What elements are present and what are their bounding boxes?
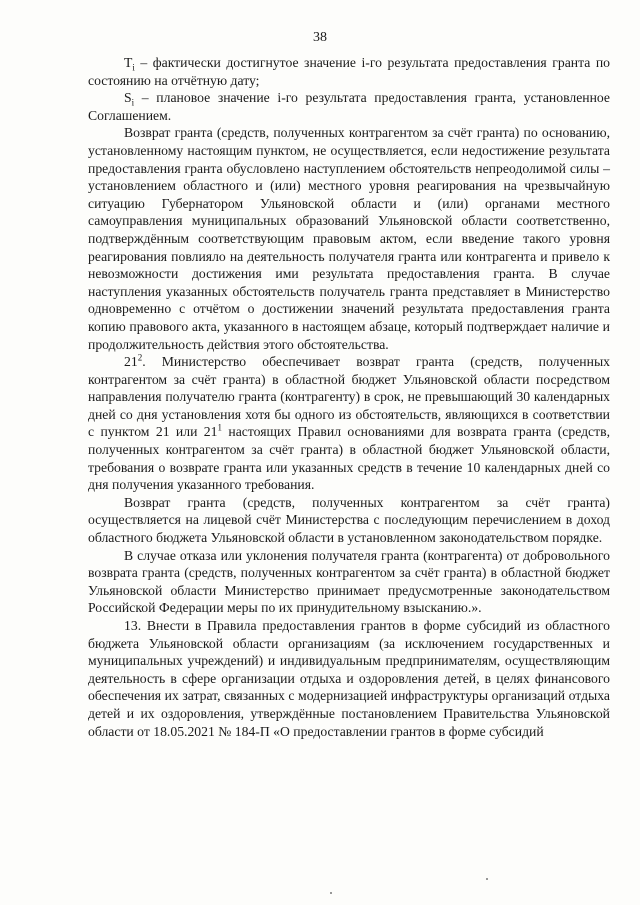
clause-number: 21 [124, 354, 138, 370]
clause-number-superscript: 2 [137, 352, 143, 363]
subscript-i: i [131, 97, 135, 108]
variable-t: T [124, 55, 133, 70]
document-body [88, 54, 610, 740]
paragraph-ti-definition [88, 54, 610, 89]
paragraph-item-13: 13. Внести в Правила предоставления грантов в форме субсидий из областного бюджета Ульяновской области организациям (за исключением государственных и муниципальных учреждений) и индивидуальным предпринимателям, осуществляющим деятельность в сфере организации отдыха и оздоровления детей, в целях финансового обеспечения их затрат, связанных с модернизацией инфраструктуры организаций отдыха детей и их оздоровления, утверждённые постановлением Правительства Ульяновской области от 18.05.2021 № 184-П «О предоставлении грантов в форме субсидий [88, 618, 610, 739]
paragraph-si-definition [88, 89, 610, 124]
scan-speck [486, 878, 488, 880]
paragraph-clause-21-2 [88, 353, 610, 494]
reference-superscript: 1 [217, 422, 222, 433]
paragraph-return-procedure: Возврат гранта (средств, полученных контрагентом за счёт гранта) осуществляется на лицевой счёт Министерства с последующим перечислением в доход областного бюджета Ульяновской области в установленном законодательством порядке. [88, 494, 610, 546]
page-number: 38 [313, 30, 327, 45]
subscript-i: i [132, 62, 135, 73]
variable-s: S [124, 90, 132, 106]
scan-speck [330, 892, 332, 894]
paragraph-refusal: В случае отказа или уклонения получателя гранта (контрагента) от добровольного возврата гранта (средств, полученных контрагентом за счёт гранта) в областной бюджет Ульяновской области Министерство принимает предусмотренные законодательством Российской Федерации меры по их принудительному взысканию.». [88, 547, 610, 616]
clause-text-part-2: настоящих Правил основаниями для возврата гранта (средств, полученных контрагентом за счёт гранта) в областной бюджет Ульяновской области, требования о возврате гранта или указанных средств в течение 10 календарных дней со дня получения указанного требования. [88, 424, 610, 493]
si-definition-text: – плановое значение i-го результата предоставления гранта, установленное Соглашением. [88, 90, 610, 123]
clause-text-part-1: . Министерство обеспечивает возврат гранта (средств, полученных контрагентом за счёт гранта) в областной бюджет Ульяновской области посредством направления получателю гранта (контрагенту) в срок, не превышающий 30 календарных дней со дня установления хотя бы одного из обстоятельств, являющихся в соответствии с пунктом 21 или 21 [88, 354, 610, 440]
paragraph-force-majeure: Возврат гранта (средств, полученных контрагентом за счёт гранта) по основанию, установленному настоящим пунктом, не осуществляется, если недостижение результата предоставления гранта обусловлено наступлением обстоятельств непреодолимой силы – установлением областного и (или) местного уровня реагирования на чрезвычайную ситуацию Губернатором Ульяновской области и (или) органами местного самоуправления муниципальных образований Ульяновской области соответственно, подтверждённым соответствующим правовым актом, если введение такого уровня реагирования повлияло на деятельность получателя гранта или контрагента и привело к невозможности достижения ими результата предоставления гранта. В случае наступления указанных обстоятельств получатель гранта представляет в Министерство одновременно с отчётом о достижении значений результата предоставления гранта копию правового акта, указанного в настоящем абзаце, который подтверждает наличие и продолжительность действия этого обстоятельства. [88, 125, 610, 352]
ti-definition-text: – фактически достигнутое значение i-го результата предоставления гранта по состоянию на отчётную дату; [88, 55, 610, 88]
